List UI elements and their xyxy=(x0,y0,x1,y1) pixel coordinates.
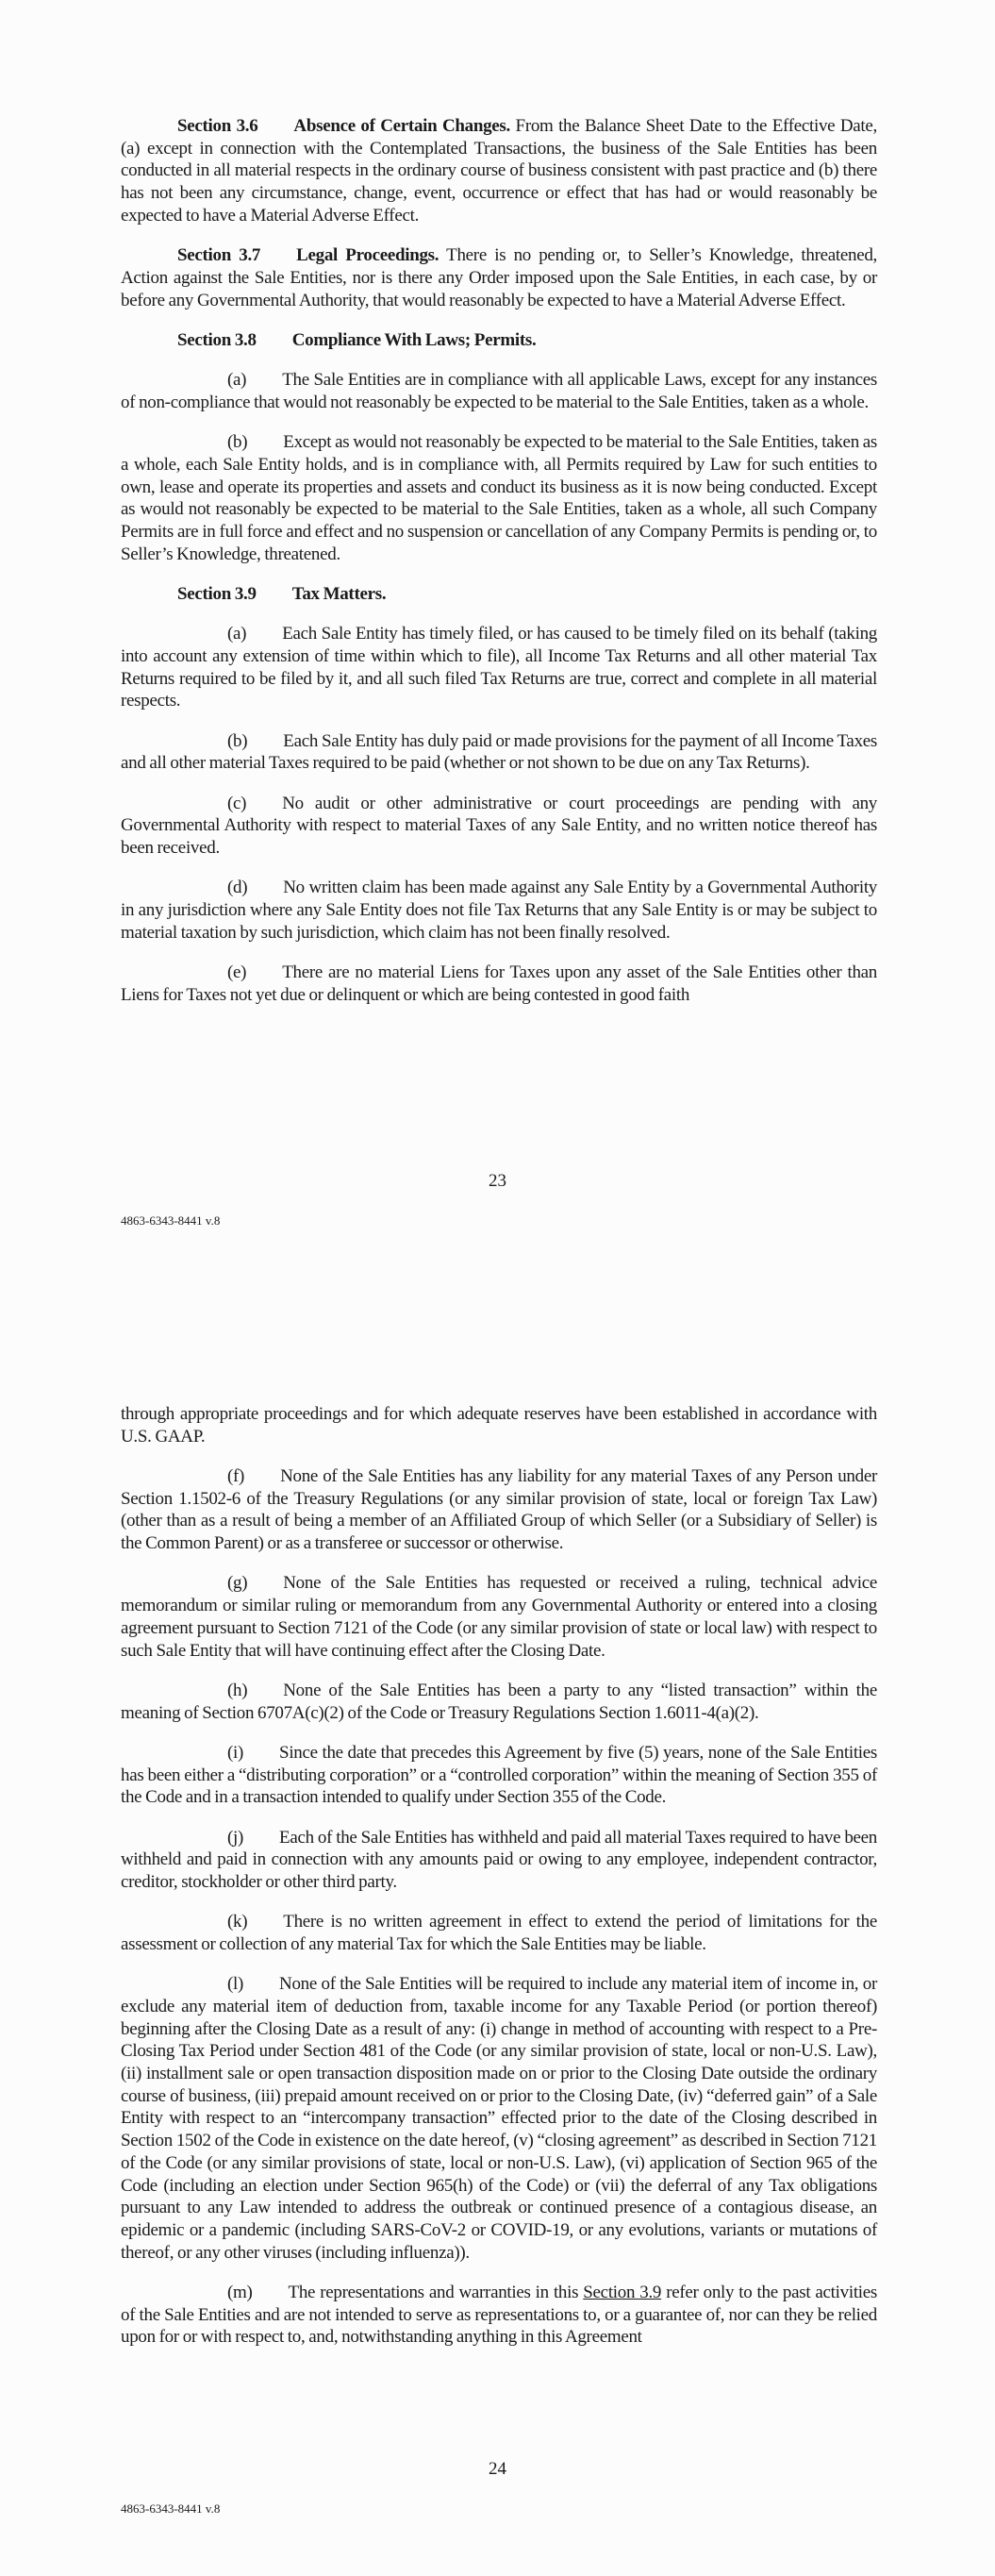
clause-letter: (d) xyxy=(227,878,248,898)
paragraph-3-9-h xyxy=(121,1680,877,1724)
clause-body-pre: The representations and warranties in this xyxy=(288,2282,584,2302)
paragraph-3-9-l xyxy=(121,1973,877,2264)
page-number: 24 xyxy=(489,2459,506,2479)
clause-letter: (e) xyxy=(227,962,247,983)
clause-letter: (b) xyxy=(227,432,248,453)
paragraph-3-9-b xyxy=(121,730,877,775)
clause-body: There is no written agreement in effect to extend the period of limitations for the assessment or collection of any material Tax for which the Sale Entities may be liable. xyxy=(121,1912,877,1954)
page-24-content xyxy=(121,1403,877,2349)
section-label: Section 3.8 xyxy=(177,329,257,350)
clause-body: No written claim has been made against any Sale Entity by a Governmental Authority in any jurisdiction where any Sale Entity does not file Tax Returns that any Sale Entity is or may be subject to material taxation by such jurisdiction, which claim has not been finally resolved. xyxy=(121,878,877,943)
section-title: Tax Matters. xyxy=(291,583,387,604)
clause-body: Each of the Sale Entities has withheld and paid all material Taxes required to have been withheld and paid in connection with any amounts paid or owing to any employee, independent contractor, creditor, stockholder or other third party. xyxy=(121,1827,877,1892)
clause-body: through appropriate proceedings and for which adequate reserves have been established in accordance with U.S. GAAP. xyxy=(121,1404,877,1447)
section-title: Compliance With Laws; Permits. xyxy=(291,329,537,350)
page-number: 23 xyxy=(489,1171,506,1191)
clause-body: The Sale Entities are in compliance with all applicable Laws, except for any instances of non-compliance that would not reasonably be expected to be material to the Sale Entities, taken as a whole. xyxy=(121,370,877,412)
clause-body: No audit or other administrative or court proceedings are pending with any Governmental Authority with respect to material Taxes of any Sale Entity, and no written notice thereof has been received. xyxy=(121,793,877,859)
paragraph-3-9-g xyxy=(121,1572,877,1662)
section-body: There is no pending or, to Seller’s Knowledge, threatened, Action against the Sale Entities, nor is there any Order imposed upon the Sale Entities, in each case, by or before any Governmental Authority, that would reasonably be expected to have a Material Adverse Effect. xyxy=(121,245,877,310)
clause-letter: (k) xyxy=(227,1912,248,1932)
clause-body: None of the Sale Entities has been a party to any “listed transaction” within the meaning of Section 6707A(c)(2) of the Code or Treasury Regulations Section 1.6011-4(a)(2). xyxy=(121,1680,877,1723)
clause-body: None of the Sale Entities has requested or received a ruling, technical advice memorandum or similar ruling or memorandum from any Governmental Authority or entered into a closing agreement pursuant to Section 7121 of the Code (or any similar provision of state or local law) with respect to such Sale Entity that will have continuing effect after the Closing Date. xyxy=(121,1573,877,1661)
clause-letter: (a) xyxy=(227,370,247,391)
paragraph-3-9-e xyxy=(121,962,877,1006)
heading-section-3-8 xyxy=(121,329,877,352)
heading-section-3-9 xyxy=(121,583,877,606)
clause-body: None of the Sale Entities will be required to include any material item of income in, or exclude any material item of deduction from, taxable income for any Taxable Period (or portion thereof) beginning after the Closing Date as a result of any: (i) change in method of accounting with respect to a Pre-Closing Tax Period under Section 481 of the Code (or any similar provision of state, local or non-U.S. Law), (ii) installment sale or open transaction disposition made on or prior to the Closing Date outside the ordinary course of business, (iii) prepaid amount received on or prior to the Closing Date, (iv) “deferred gain” of a Sale Entity with respect to an “intercompany transaction” effected prior to the date of the Closing described in Section 1502 of the Code in existence on the date hereof, (v) “closing agreement” as described in Section 7121 of the Code (or any similar provisions of state, local or non-U.S. Law), (vi) application of Section 965 of the Code (including an election under Section 965(h) of the Code) or (vii) the deferral of any Tax obligations pursuant to any Law intended to address the outbreak or continued presence of a contagious disease, an epidemic or a pandemic (including SARS-CoV-2 or COVID-19, or any evolutions, variants or mutations of thereof, or any other viruses (including influenza)). xyxy=(121,1974,877,2263)
paragraph-3-9-m xyxy=(121,2282,877,2349)
paragraph-3-9-e-continuation xyxy=(121,1403,877,1447)
paragraph-3-9-i xyxy=(121,1742,877,1809)
section-label: Section 3.9 xyxy=(177,583,257,604)
clause-letter: (f) xyxy=(227,1466,245,1486)
clause-body: Each Sale Entity has duly paid or made provisions for the payment of all Income Taxes and all other material Taxes required to be paid (whether or not shown to be due on any Tax Returns). xyxy=(121,730,877,774)
section-body: From the Balance Sheet Date to the Effective Date, (a) except in connection with the Contemplated Transactions, the business of the Sale Entities has been conducted in all material respects in the ordinary course of business consistent with past practice and (b) there has not been any circumstance, change, event, occurrence or effect that has had or would reasonably be expected to have a Material Adverse Effect. xyxy=(121,116,877,226)
clause-letter: (c) xyxy=(227,793,247,813)
footer-doc-id: 4863-6343-8441 v.8 xyxy=(121,1213,221,1228)
clause-letter: (a) xyxy=(227,624,247,644)
clause-body: Since the date that precedes this Agreement by five (5) years, none of the Sale Entities has been either a “distributing corporation” or a “controlled corporation” within the meaning of Section 355 of the Code and in a transaction intended to qualify under Section 355 of the Code. xyxy=(121,1742,877,1808)
clause-letter: (i) xyxy=(227,1742,244,1763)
paragraph-3-9-k xyxy=(121,1911,877,1955)
section-3-9-cross-reference: Section 3.9 xyxy=(583,2282,662,2302)
clause-body: There are no material Liens for Taxes upon any asset of the Sale Entities other than Liens for Taxes not yet due or delinquent or which are being contested in good faith xyxy=(121,962,877,1005)
section-title: Legal Proceedings. xyxy=(296,245,439,266)
clause-letter: (g) xyxy=(227,1573,248,1594)
section-label: Section 3.6 xyxy=(177,116,258,136)
page-23-content xyxy=(121,115,877,1006)
clause-letter: (j) xyxy=(227,1827,244,1848)
clause-body: None of the Sale Entities has any liability for any material Taxes of any Person under Section 1.1502-6 of the Treasury Regulations (or any similar provision of state, local or foreign Tax Law) (other than as a result of being a member of an Affiliated Group of which Seller (or a Subsidiary of Seller) is the Common Parent) or as a transferee or successor or otherwise. xyxy=(121,1466,877,1554)
paragraph-section-3-7 xyxy=(121,244,877,311)
clause-letter: (h) xyxy=(227,1680,248,1700)
clause-letter: (b) xyxy=(227,730,248,751)
clause-body-post: refer only to the past activities of the Sale Entities and are not intended to serve as representations to, or a guarantee of, nor can they be relied upon for or with respect to, and, notwithstanding anything in this Agreement xyxy=(121,2282,878,2348)
section-title: Absence of Certain Changes. xyxy=(293,116,510,136)
paragraph-3-9-a xyxy=(121,623,877,712)
clause-letter: (m) xyxy=(227,2282,253,2302)
section-label: Section 3.7 xyxy=(177,245,261,266)
clause-body: Except as would not reasonably be expected to be material to the Sale Entities, taken as a whole, each Sale Entity holds, and is in compliance with, all Permits required by Law for such entities to own, lease and operate its properties and assets and conduct its business as it is now being conducted. Except as would not reasonably be expected to be material to the Sale Entities, taken as a whole, all such Company Permits are in full force and effect and no suspension or cancellation of any Company Permits is pending or, to Seller’s Knowledge, threatened. xyxy=(121,432,877,564)
paragraph-3-9-j xyxy=(121,1827,877,1894)
paragraph-3-9-f xyxy=(121,1465,877,1555)
paragraph-3-9-d xyxy=(121,877,877,944)
clause-letter: (l) xyxy=(227,1974,244,1995)
document-page-24 xyxy=(0,1288,995,2576)
footer-doc-id: 4863-6343-8441 v.8 xyxy=(121,2501,221,2516)
paragraph-3-8-b xyxy=(121,431,877,565)
paragraph-section-3-6 xyxy=(121,115,877,227)
paragraph-3-9-c xyxy=(121,793,877,860)
clause-body: Each Sale Entity has timely filed, or has caused to be timely filed on its behalf (taking into account any extension of time within which to file), all Income Tax Returns and all other material Tax Returns required to be filed by it, and all such filed Tax Returns are true, correct and complete in all material respects. xyxy=(121,624,877,711)
paragraph-3-8-a xyxy=(121,369,877,413)
